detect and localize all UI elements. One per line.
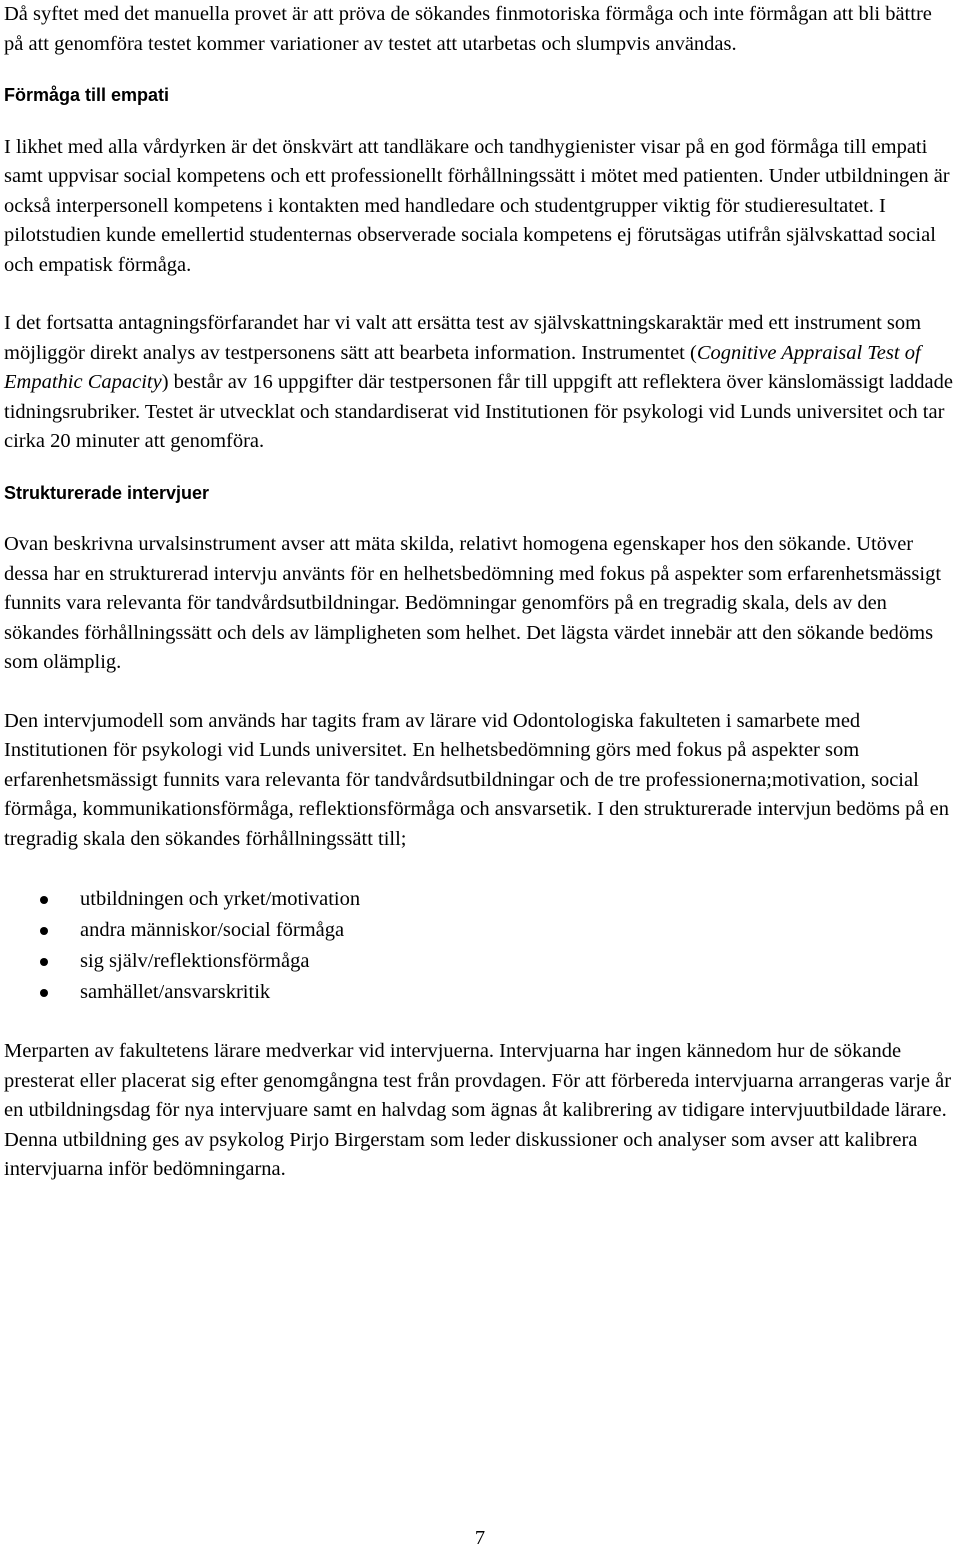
- bullet-list: [4, 884, 956, 1008]
- list-item-text: andra människor/social förmåga: [80, 919, 345, 941]
- heading-empathy: Förmåga till empati: [4, 85, 170, 105]
- page-number: 7: [474, 1527, 486, 1549]
- interviews-paragraph-2: Den intervjumodell som används har tagits fram av lärare vid Odontologiska fakulteten i samarbete med Institutionen för psykologi vid Lunds universitet. En helhetsbedömning görs med fokus på aspekter som erfarenhetsmässigt funnits vara relevanta för tandvårdsutbildningar och de tre professionerna;motivation, social förmåga, kommunikationsförmåga, reflektionsförmåga och ansvarsetik. I den strukturerade intervjun bedöms på en tregradig skala den sökandes förhållningssätt till;: [4, 709, 949, 850]
- list-item-text: sig själv/reflektionsförmåga: [80, 950, 310, 972]
- list-item: [4, 884, 956, 915]
- bullet-icon: [40, 896, 48, 904]
- list-item-text: samhället/ansvarskritik: [80, 981, 271, 1003]
- list-item: [4, 915, 956, 946]
- list-item: [4, 977, 956, 1008]
- document-page: [4, 0, 956, 1185]
- empathy-paragraph-2: [4, 309, 956, 457]
- bullet-icon: [40, 989, 48, 997]
- heading-interviews: Strukturerade intervjuer: [4, 482, 210, 503]
- empathy-paragraph-1: I likhet med alla vårdyrken är det önskvärt att tandläkare och tandhygienister visar på en god förmåga till empati samt uppvisar social kompetens och ett professionellt förhållningssätt i mötet med patienten. Under utbildningen är också interpersonell kompetens i kontakten med handledare och studentgrupper viktig för studieresultatet. I pilotstudien kunde emellertid studenternas observerade sociala kompetens ej förutsägas utifrån självskattad social och empatisk förmåga.: [4, 135, 950, 276]
- bullet-icon: [40, 958, 48, 966]
- bullet-icon: [40, 927, 48, 935]
- list-item: [4, 946, 956, 977]
- interviews-paragraph-1: Ovan beskrivna urvalsinstrument avser att mäta skilda, relativt homogena egenskaper hos den sökande. Utöver dessa har en strukturerad intervju använts för en helhetsbedömning med fokus på aspekter som erfarenhetsmässigt funnits vara relevanta för tandvårdsutbildningar. Bedömningar genomförs på en tregradig skala, dels av den sökandes förhållningssätt och dels av lämpligheten som helhet. Det lägsta värdet innebär att den sökande bedöms som olämplig.: [4, 533, 942, 673]
- empathy-paragraph-2-end: ) består av 16 uppgifter där testpersonen får till uppgift att reflektera över känslomässigt laddade tidningsrubriker. Testet är utvecklat och standardiserat vid Institutionen för psykologi vid Lunds universitet och tar cirka 20 minuter att genomföra.: [4, 371, 953, 452]
- list-item-text: utbildningen och yrket/motivation: [80, 888, 361, 910]
- interviews-paragraph-3: Merparten av fakultetens lärare medverkar vid intervjuerna. Intervjuarna har ingen kännedom hur de sökande presterat eller placerat sig efter genomgångna test från provdagen. För att förbereda intervjuarna arrangeras varje år en utbildningsdag för nya intervjuare samt en halvdag som ägnas åt kalibrering av tidigare intervjuutbildade lärare. Denna utbildning ges av psykolog Pirjo Birgerstam som leder diskussioner och analyser som avser att kalibrera intervjuarna inför bedömningarna.: [4, 1040, 952, 1180]
- empathy-paragraph-2-start: I det fortsatta antagningsförfarandet har vi valt att ersätta test av självskattningskaraktär med ett instrument som möjliggör direkt analys av testpersonens sätt att bearbeta information. Instrumentet (: [4, 312, 922, 364]
- test-name-italic: Cognitive Appraisal Test of Empathic Capacity: [4, 341, 921, 393]
- intro-paragraph: Då syftet med det manuella provet är att pröva de sökandes finmotoriska förmåga och inte förmågan att bli bättre på att genomföra testet kommer variationer av testet att utarbetas och slumpvis användas.: [4, 3, 932, 55]
